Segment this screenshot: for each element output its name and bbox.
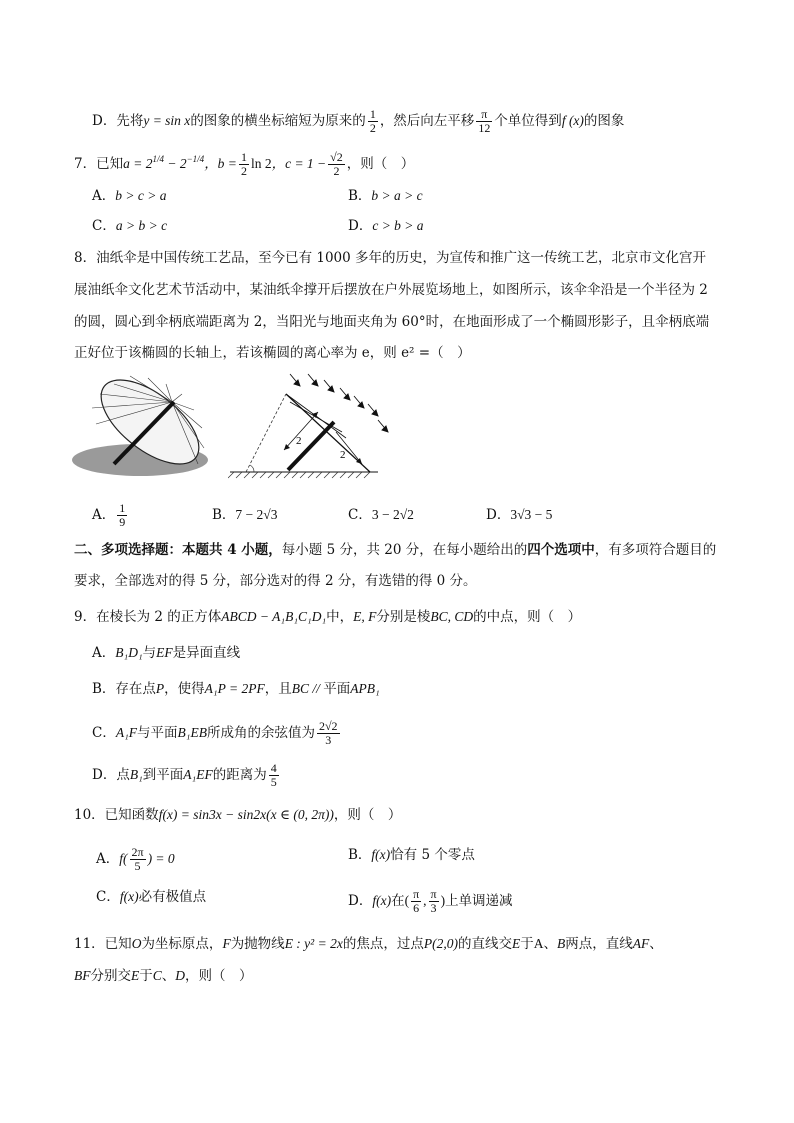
q10-optd-frac2 xyxy=(429,888,439,915)
frac-den: 2 xyxy=(240,164,247,178)
option-label: A． xyxy=(92,645,116,661)
q7-stem-text: 7．已知 xyxy=(74,156,124,172)
q9-stem xyxy=(74,608,581,626)
option-label: A． xyxy=(92,188,116,204)
section2-line1 xyxy=(74,541,716,559)
option-math: A₁F xyxy=(115,725,138,740)
q8-opta-frac xyxy=(117,502,127,529)
option-text: 与 xyxy=(142,645,157,661)
q9-text: 9．在棱长为 2 的正方体 xyxy=(74,609,222,625)
q8-option-a xyxy=(92,502,129,529)
option-math: f(x) xyxy=(371,847,391,862)
q6-optd-eq: y = sin x xyxy=(143,113,191,128)
q11-text: 于 xyxy=(520,936,534,952)
option-math: APB₁ xyxy=(350,681,380,696)
option-math: P xyxy=(155,681,165,696)
q6-optd-frac xyxy=(368,108,378,135)
q11-text: 两点，直线 xyxy=(565,936,633,952)
q9-text2: 中， xyxy=(326,609,354,625)
q6-option-d xyxy=(92,108,624,135)
option-label: D． xyxy=(348,218,373,234)
section2-line2: 要求，全部选对的得 5 分，部分选对的得 2 分，有选错的得 0 分。 xyxy=(74,573,477,589)
frac-den: 2 xyxy=(333,164,340,178)
section-title: 二、多项选择题： xyxy=(74,542,182,558)
label-2-radius: 2 xyxy=(340,449,346,461)
q8-line1: 8．油纸伞是中国传统工艺品，至今已有 1000 多年的历史，为宣传和推广这一传统工艺，北京市文化宫开 xyxy=(74,250,707,266)
q11-math: E xyxy=(511,936,521,951)
frac-num: 4 xyxy=(270,761,277,775)
q8-line3: 的圆，圆心到伞柄底端距离为 2，当阳光与地面夹角为 60°时，在地面形成了一个椭圆形影子，且伞柄底端 xyxy=(74,314,710,330)
q7-option-a xyxy=(92,187,166,205)
q10-option-d: D．f(x)在( $\frac{\pi}{6}$ , $\frac{\pi}{3}$ )上单调递减 xyxy=(348,887,513,915)
q11-text: 的焦点，过点 xyxy=(342,936,424,952)
frac-den: 12 xyxy=(478,121,491,135)
option-math: b > c > a xyxy=(115,188,167,203)
option-math: A₁EF xyxy=(183,767,213,782)
q7-option-c xyxy=(92,217,167,235)
q10-opta-frac xyxy=(130,846,146,873)
frac-den: 9 xyxy=(119,515,126,529)
q7-stem xyxy=(74,150,414,178)
q11-math: O xyxy=(131,936,142,951)
q7-c-frac xyxy=(328,151,345,178)
option-math: B₁ xyxy=(129,767,143,782)
option-text: 所成角的余弦值为 xyxy=(206,725,315,741)
frac-num: 2π xyxy=(131,845,144,859)
option-text: 到平面 xyxy=(142,767,184,783)
option-math: f( xyxy=(119,851,128,866)
frac-den: 3 xyxy=(430,901,437,915)
frac-num: 1 xyxy=(240,150,247,164)
q7-exp1: 1/4 xyxy=(152,154,164,164)
frac-den: 6 xyxy=(413,901,420,915)
option-text: 是异面直线 xyxy=(172,645,241,661)
option-label: D．点 xyxy=(92,767,130,783)
option-label: A． xyxy=(92,507,116,523)
option-math: b > a > c xyxy=(371,188,423,203)
q11-math: C xyxy=(152,968,162,983)
q9-option-c xyxy=(92,720,342,747)
q11-math: D xyxy=(175,968,186,983)
option-text: 平面 xyxy=(323,681,351,697)
q11-text: 、 xyxy=(543,936,557,952)
option-text: 在 xyxy=(391,893,405,909)
q9-option-b xyxy=(92,680,380,698)
q9-option-a xyxy=(92,644,240,662)
frac-num: √2 xyxy=(330,150,343,164)
q11-math: E xyxy=(131,968,140,983)
q11-math: BF xyxy=(74,968,91,983)
option-label: D． xyxy=(348,893,373,909)
q11-math: A xyxy=(533,936,544,951)
q6-optd-text4: 个单位得到 xyxy=(494,113,562,129)
q6-optd-frac2 xyxy=(476,108,492,135)
option-text: 上单调递减 xyxy=(445,893,513,909)
q11-text: 、 xyxy=(649,936,663,952)
option-math: 3√3 − 5 xyxy=(510,507,553,522)
option-math: 7 − 2√3 xyxy=(235,507,278,522)
option-math: B₁EB xyxy=(177,725,207,740)
option-math: ) = 0 xyxy=(147,851,175,866)
frac-den: 2 xyxy=(369,121,376,135)
q8-line4: 正好位于该椭圆的长轴上，若该椭圆的离心率为 e，则 e² =（ ） xyxy=(74,345,471,361)
option-label: C． xyxy=(96,889,120,905)
arrowhead xyxy=(356,458,362,464)
q11-text: 为坐标原点， xyxy=(141,936,223,952)
q6-optd-text: D．先将 xyxy=(92,113,144,129)
angle-arc xyxy=(250,465,254,472)
frac-num: π xyxy=(476,108,492,122)
section-text-d: 四个选项中 xyxy=(527,542,595,558)
q10-option-a xyxy=(96,846,175,873)
q9-math3: BC, CD xyxy=(430,609,474,624)
option-math: A₁P = 2PF xyxy=(204,681,265,696)
option-text: ，使得 xyxy=(164,681,205,697)
q9-math: ABCD − A₁B₁C₁D₁ xyxy=(221,609,327,624)
handle-line xyxy=(288,422,334,470)
q11-line1 xyxy=(74,935,663,953)
q7-a-expr: a = 2 xyxy=(123,156,153,171)
q10-stem xyxy=(74,806,401,824)
q7-b-lhs: ，b = xyxy=(204,156,237,171)
q9-math2: E, F xyxy=(353,609,377,624)
option-label: C． xyxy=(348,507,372,523)
frac-num: 2√2 xyxy=(318,719,338,733)
q6-optd-text2: 的图象的横坐标缩短为原来的 xyxy=(190,113,366,129)
option-label: C． xyxy=(92,218,116,234)
q11-math: F xyxy=(222,936,231,951)
option-text: ，且 xyxy=(264,681,292,697)
q7-c-lhs: ，c = 1 − xyxy=(271,156,327,171)
frac-num: 1 xyxy=(119,501,126,515)
q9-text4: 的中点，则（ ） xyxy=(473,609,582,625)
frac-num: 1 xyxy=(369,107,376,121)
option-label: A． xyxy=(96,851,120,867)
frac-num: π xyxy=(430,887,437,901)
q11-text: 于 xyxy=(139,968,153,984)
option-math: f(x) xyxy=(119,889,139,904)
option-label: B． xyxy=(348,847,372,863)
frac-den: 5 xyxy=(270,775,277,789)
q9-optd-frac xyxy=(269,762,279,789)
q6-optd-text3: ，然后向左平移 xyxy=(379,113,475,129)
label-2-handle: 2 xyxy=(296,435,302,447)
q10-math: f(x) = sin3x − sin2x(x ∈ (0, 2π)) xyxy=(158,807,334,822)
q10-text: 10．已知函数 xyxy=(74,807,159,823)
q6-optd-fx: f (x) xyxy=(561,113,584,128)
q11-text: 分别交 xyxy=(90,968,131,984)
frac-num: π xyxy=(413,887,420,901)
frac-den: 5 xyxy=(134,859,141,873)
ground-hatching xyxy=(228,472,370,478)
sun-ray-dashed xyxy=(246,394,286,472)
q10-option-b xyxy=(348,846,475,864)
shadow-geometry-diagram xyxy=(228,372,398,482)
option-math: a > b > c xyxy=(115,218,168,233)
q11-text: 11．已知 xyxy=(74,936,132,952)
q11-line2 xyxy=(74,967,253,985)
section-text-e: ，有多项符合题目的 xyxy=(594,542,717,558)
q10-optd-frac1 xyxy=(411,888,421,915)
q8-line2: 展油纸伞文化艺术节活动中，某油纸伞撑开后摆放在户外展览场地上，如图所示，该伞伞沿是一个半径为 2 xyxy=(74,282,708,298)
q11-text: 、 xyxy=(161,968,176,984)
q7-b-rhs: ln 2 xyxy=(250,156,272,171)
q7-b-frac xyxy=(239,151,249,178)
q9-option-d xyxy=(92,762,281,789)
option-label: D． xyxy=(486,507,511,523)
q7-exp2: −1/4 xyxy=(186,154,205,164)
q9-optc-frac xyxy=(317,720,340,747)
sunlight-arrows xyxy=(290,374,388,432)
q7-option-d xyxy=(348,217,424,235)
option-math: f(x) xyxy=(372,893,392,908)
option-math: c > b > a xyxy=(372,218,424,233)
umbrella-illustration xyxy=(70,372,215,482)
option-math: B₁D₁ xyxy=(115,645,143,660)
q7-option-b xyxy=(348,187,423,205)
q11-text: 的直线交 xyxy=(457,936,512,952)
option-label: B．存在点 xyxy=(92,681,156,697)
q11-text: ，则（ ） xyxy=(185,968,253,984)
q8-option-d xyxy=(486,506,552,524)
q11-text: 为抛物线 xyxy=(230,936,285,952)
section-text-c: 每小题 5 分，共 20 分，在每小题给出的 xyxy=(281,542,528,558)
option-label: B． xyxy=(212,507,236,523)
q10-text2: ，则（ ） xyxy=(333,807,402,823)
q11-math: B xyxy=(556,936,566,951)
frac-den: 3 xyxy=(325,733,332,747)
option-math: EF xyxy=(156,645,173,660)
option-label: C． xyxy=(92,725,116,741)
option-text: 的距离为 xyxy=(212,767,267,783)
q8-option-c xyxy=(348,506,414,524)
arrowhead xyxy=(284,444,290,450)
option-text: 必有极值点 xyxy=(138,889,207,905)
q11-math: AF xyxy=(632,936,650,951)
q11-math: P(2,0) xyxy=(423,936,458,951)
q7-minus: − 2 xyxy=(163,156,187,171)
option-math: 3 − 2√2 xyxy=(371,507,414,522)
q8-option-b xyxy=(212,506,277,524)
option-label: B． xyxy=(348,188,372,204)
section-text-b: 本题共 4 小题， xyxy=(182,542,282,558)
q9-text3: 分别是棱 xyxy=(376,609,431,625)
option-math: BC // xyxy=(291,681,324,696)
q6-optd-text5: 的图象 xyxy=(583,113,625,129)
q11-math: E : y² = 2x xyxy=(284,936,343,951)
option-text: 与平面 xyxy=(137,725,178,741)
option-text: 恰有 5 个零点 xyxy=(390,847,475,863)
q10-option-c xyxy=(96,888,206,906)
q7-stem-end: ，则（ ） xyxy=(346,156,415,172)
